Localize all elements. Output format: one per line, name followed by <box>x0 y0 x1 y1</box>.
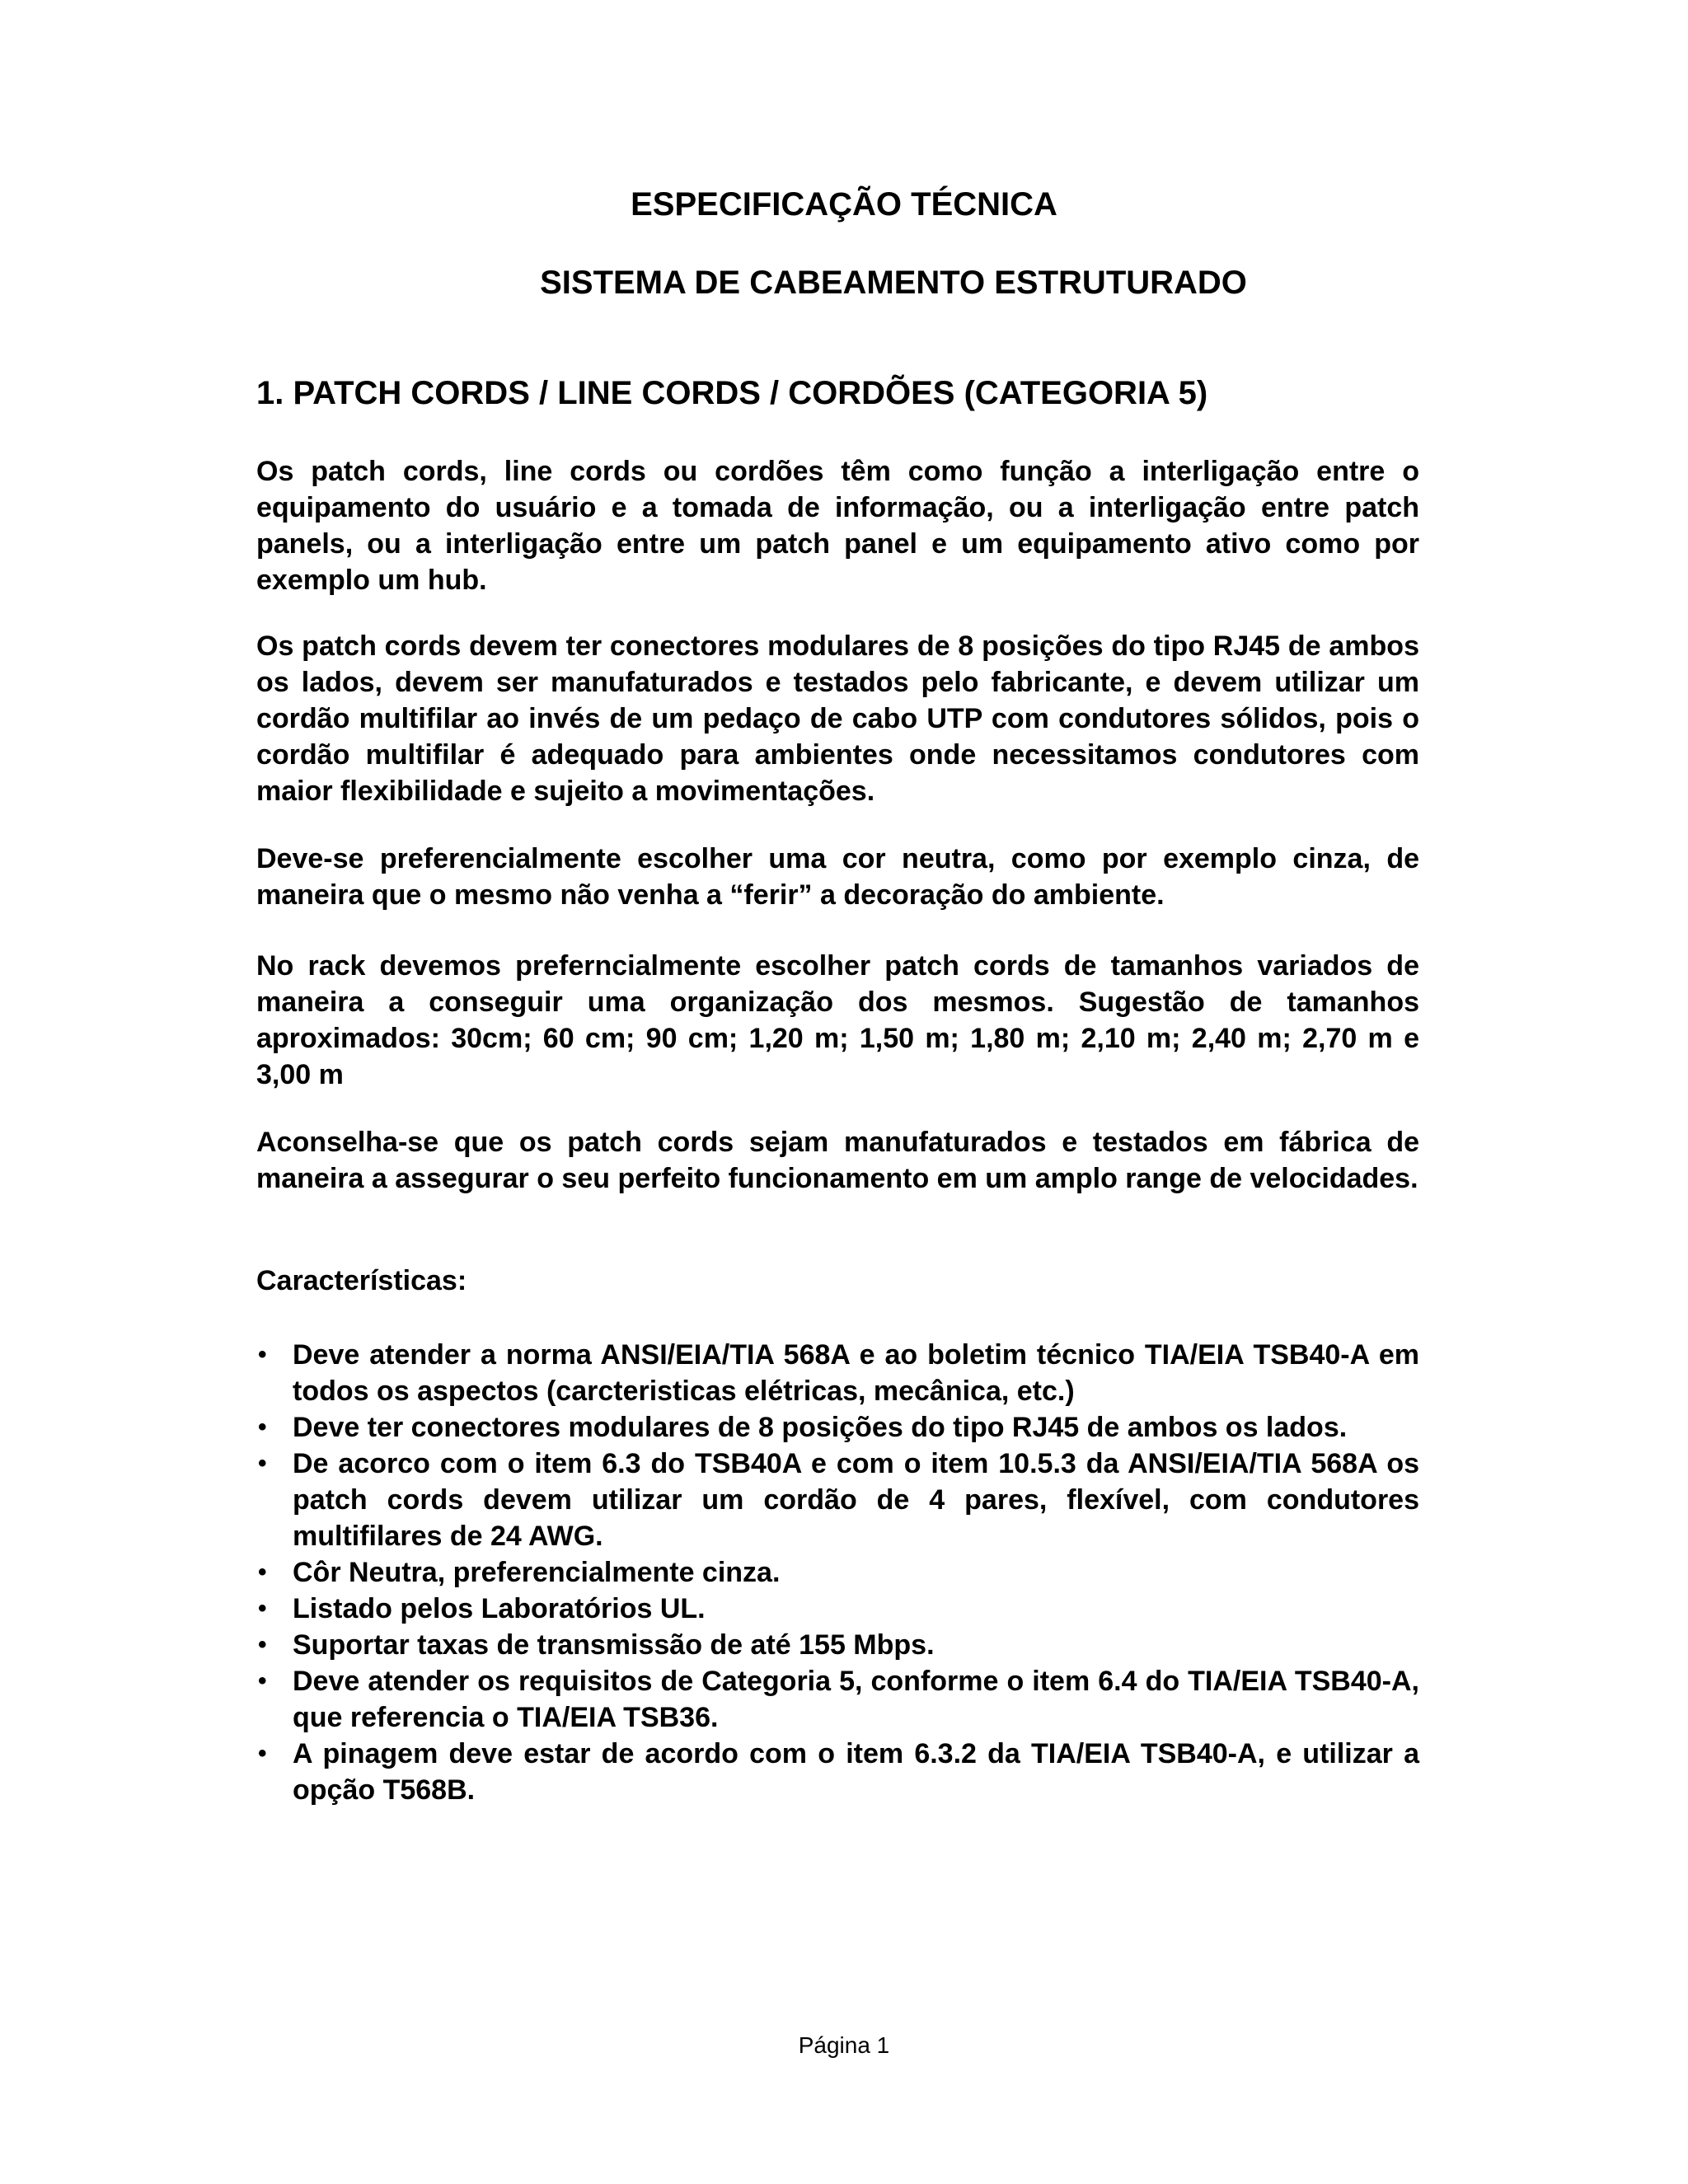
list-item <box>256 1736 1419 1808</box>
list-item-text: Deve ter conectores modulares de 8 posições do tipo RJ45 de ambos os lados. <box>293 1412 1348 1443</box>
bullet-icon: • <box>258 1595 267 1622</box>
list-item-text: Côr Neutra, preferencialmente cinza. <box>293 1557 781 1588</box>
document-subtitle: SISTEMA DE CABEAMENTO ESTRUTURADO <box>540 265 1247 301</box>
characteristics-list <box>256 1337 1419 1808</box>
document-title: ESPECIFICAÇÃO TÉCNICA <box>631 186 1057 223</box>
paragraph: Aconselha-se que os patch cords sejam manufaturados e testados em fábrica de maneira a assegurar o seu perfeito funcionamento em um amplo range de velocidades. <box>256 1127 1419 1194</box>
bullet-icon: • <box>258 1667 267 1694</box>
list-item-text: Deve atender a norma ANSI/EIA/TIA 568A e ao boletim técnico TIA/EIA TSB40-A em todos os aspectos (carcteristicas elétricas, mecânica, etc.) <box>293 1339 1419 1407</box>
list-item <box>256 1554 1419 1591</box>
list-item-text: De acorco com o item 6.3 do TSB40A e com o item 10.5.3 da ANSI/EIA/TIA 568A os patch cords devem utilizar um cordão de 4 pares, flexível, com condutores multifilares de 24 AWG. <box>293 1448 1419 1552</box>
paragraph: Os patch cords, line cords ou cordões têm como função a interligação entre o equipamento do usuário e a tomada de informação, ou a interligação entre patch panels, ou a interligação entre um patch panel e um equipamento ativo como por exemplo um hub. <box>256 456 1419 596</box>
list-item-text: Listado pelos Laboratórios UL. <box>293 1593 706 1624</box>
list-item <box>256 1337 1419 1409</box>
bullet-icon: • <box>258 1558 267 1586</box>
bullet-icon: • <box>258 1450 267 1477</box>
section-heading: 1. PATCH CORDS / LINE CORDS / CORDÕES (CATEGORIA 5) <box>256 375 1208 411</box>
list-item-text: Deve atender os requisitos de Categoria 5, conforme o item 6.4 do TIA/EIA TSB40-A, que referencia o TIA/EIA TSB36. <box>293 1666 1419 1733</box>
list-item <box>256 1446 1419 1554</box>
paragraph: Deve-se preferencialmente escolher uma cor neutra, como por exemplo cinza, de maneira que o mesmo não venha a “ferir” a decoração do ambiente. <box>256 843 1419 911</box>
list-item <box>256 1409 1419 1446</box>
page-number: Página 1 <box>798 2032 890 2058</box>
bullet-icon: • <box>258 1631 267 1658</box>
list-item-text: A pinagem deve estar de acordo com o item 6.3.2 da TIA/EIA TSB40-A, e utilizar a opção T568B. <box>293 1738 1419 1806</box>
bullet-icon: • <box>258 1740 267 1767</box>
paragraph: No rack devemos preferncialmente escolher patch cords de tamanhos variados de maneira a conseguir uma organização dos mesmos. Sugestão de tamanhos aproximados: 30cm; 60 cm; 90 cm; 1,20 m; 1,50 m; 1,80 m; 2,10 m; 2,40 m; 2,70 m e 3,00 m <box>256 950 1419 1090</box>
list-item <box>256 1663 1419 1736</box>
characteristics-label: Características: <box>256 1265 467 1296</box>
list-item <box>256 1627 1419 1663</box>
bullet-icon: • <box>258 1341 267 1368</box>
list-item <box>256 1591 1419 1627</box>
bullet-icon: • <box>258 1413 267 1441</box>
paragraph: Os patch cords devem ter conectores modulares de 8 posições do tipo RJ45 de ambos os lados, devem ser manufaturados e testados pelo fabricante, e devem utilizar um cordão multifilar ao invés de um pedaço de cabo UTP com condutores sólidos, pois o cordão multifilar é adequado para ambientes onde necessitamos condutores com maior flexibilidade e sujeito a movimentações. <box>256 630 1419 807</box>
list-item-text: Suportar taxas de transmissão de até 155 Mbps. <box>293 1629 935 1661</box>
